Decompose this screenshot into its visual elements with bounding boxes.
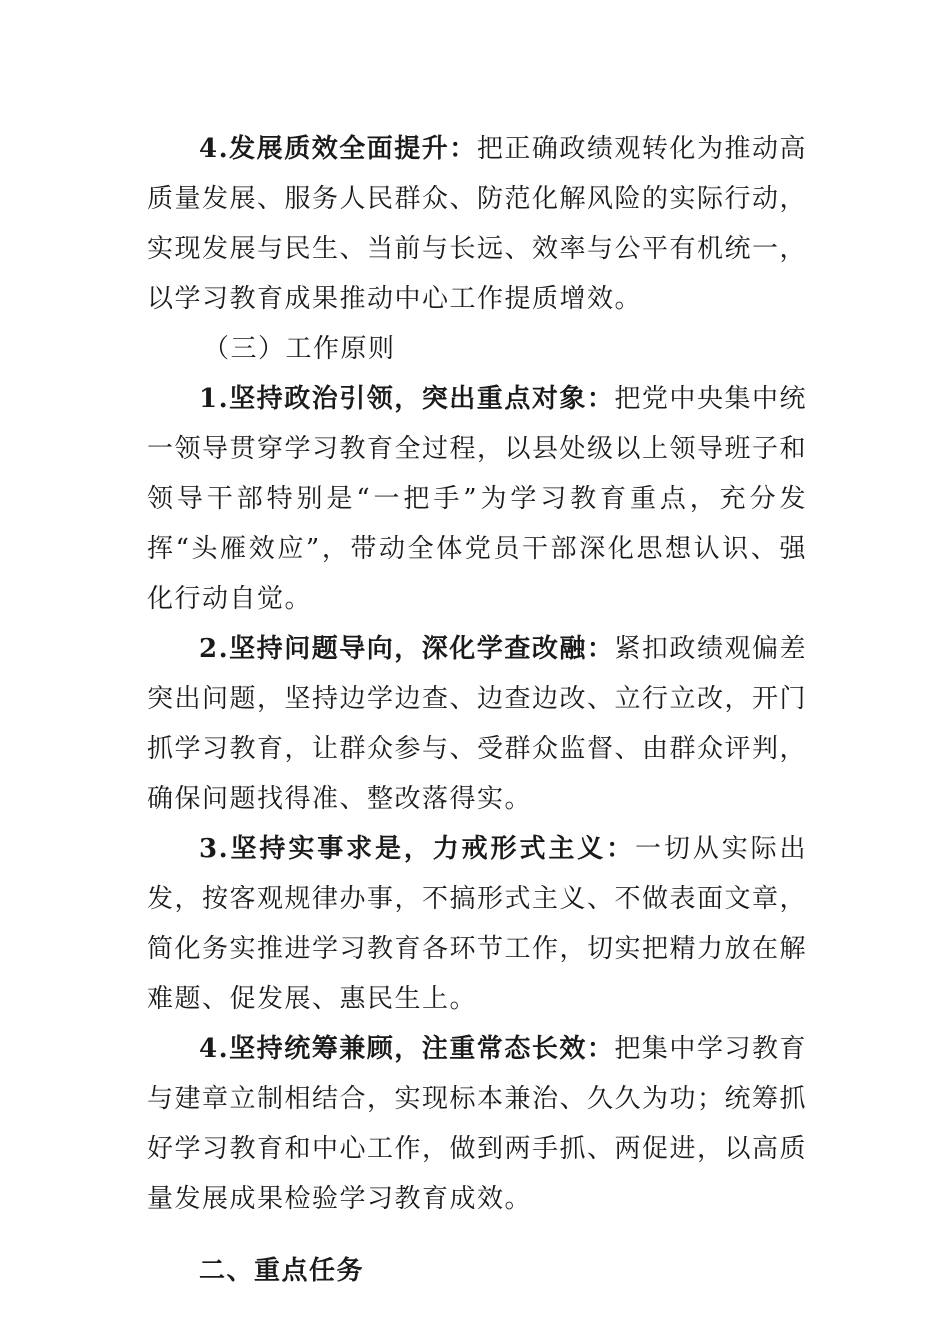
principle-body: 把集中学习教育与建章立制相结合，实现标本兼治、久久为功；统筹抓好学习教育和中心工作，做到两手抓、两促进，以高质量发展成果检验学习教育成效。 xyxy=(147,1034,808,1214)
principle-lead: 4.坚持统筹兼顾，注重常态长效： xyxy=(199,1034,615,1064)
principle-paragraph-4 xyxy=(147,1024,807,1224)
document-body xyxy=(147,124,807,1296)
principle-paragraph-1 xyxy=(147,374,807,624)
principle-lead: 2.坚持问题导向，深化学查改融： xyxy=(199,634,615,664)
principle-body: 一切从实际出发，按客观规律办事，不搞形式主义、不做表面文章，简化务实推进学习教育各环节工作，切实把精力放在解难题、促发展、惠民生上。 xyxy=(147,834,808,1014)
paragraph-development-quality xyxy=(147,124,807,324)
subheading-work-principles: （三）工作原则 xyxy=(203,334,396,364)
section-heading-key-tasks: 二、重点任务 xyxy=(199,1256,365,1286)
paragraph-body: 把正确政绩观转化为推动高质量发展、服务人民群众、防范化解风险的实际行动，实现发展与民生、当前与长远、效率与公平有机统一，以学习教育成果推动中心工作提质增效。 xyxy=(147,134,808,314)
paragraph-lead: 4.发展质效全面提升： xyxy=(199,134,477,164)
principle-paragraph-3 xyxy=(147,824,807,1024)
principle-body: 把党中央集中统一领导贯穿学习教育全过程，以县处级以上领导班子和领导干部特别是“一把手”为学习教育重点，充分发挥“头雁效应”，带动全体党员干部深化思想认识、强化行动自觉。 xyxy=(147,384,808,614)
principle-lead: 3.坚持实事求是，力戒形式主义： xyxy=(199,834,636,864)
principle-paragraph-2 xyxy=(147,624,807,824)
principle-lead: 1.坚持政治引领，突出重点对象： xyxy=(199,384,615,414)
principle-body: 紧扣政绩观偏差突出问题，坚持边学边查、边查边改、立行立改，开门抓学习教育，让群众参与、受群众监督、由群众评判，确保问题找得准、整改落得实。 xyxy=(147,634,808,814)
